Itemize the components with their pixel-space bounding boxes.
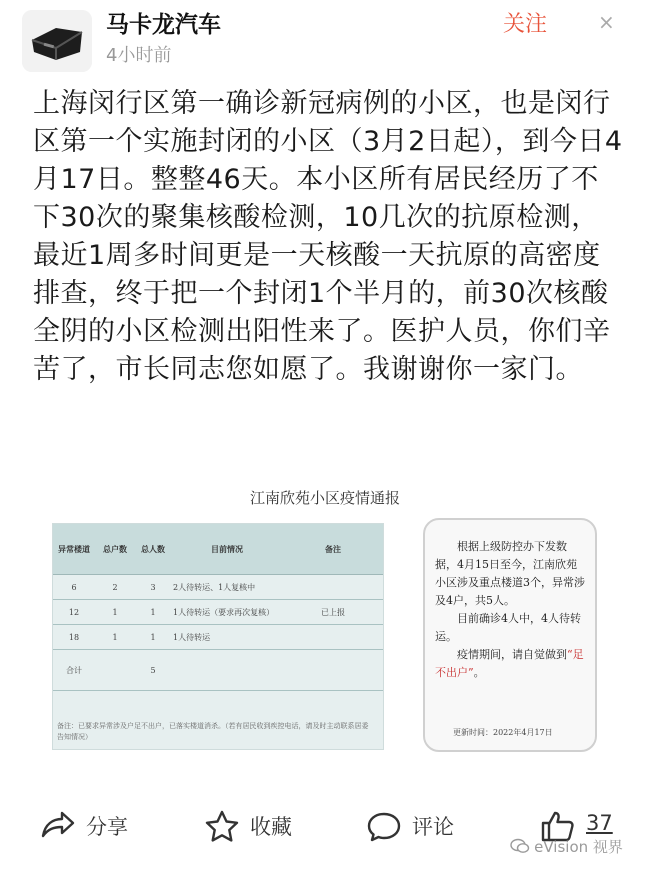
follow-button[interactable]: 关注 <box>503 12 548 37</box>
notice-table-image[interactable] <box>52 523 384 750</box>
notice-line-end: 。 <box>473 666 485 679</box>
notice-title: 江南欣苑小区疫情通报 <box>249 489 400 507</box>
notice-line: 目前确诊4人中，4人待转运。 <box>435 612 581 643</box>
notice-line <box>435 646 585 682</box>
table-row <box>53 625 383 650</box>
table-cell <box>95 650 135 691</box>
table-cell: 已上报 <box>283 600 383 625</box>
comment-button[interactable] <box>366 810 466 842</box>
share-label: 分享 <box>86 815 128 839</box>
table-cell <box>283 625 383 650</box>
wechat-icon <box>510 841 534 856</box>
notice-highlight: “足不出户” <box>435 648 584 679</box>
car-logo-icon <box>22 10 92 72</box>
notice-line-text: 疫情期间，请自觉做到 <box>457 648 567 661</box>
table-cell: 1 <box>135 600 171 625</box>
table-row <box>53 600 383 625</box>
post-time: 4小时前 <box>106 45 172 66</box>
table-cell: 18 <box>53 625 95 650</box>
table-cell: 3 <box>135 575 171 600</box>
table-cell: 1 <box>95 625 135 650</box>
table-cell: 1人待转运（要求再次复核） <box>171 600 283 625</box>
share-button[interactable] <box>40 810 140 842</box>
post-body-text: 上海闵行区第一确诊新冠病例的小区，也是闵行区第一个实施封闭的小区（3月2日起），到今日4月17日。整整46天。本小区所有居民经历了不下30次的聚集核酸检测，10几次的抗原检测，最近1周多时间更是一天核酸一天抗原的高密度排查，终于把一个封闭1个半月的，前30次核酸全阴的小区检测出阳性来了。医护人员，你们辛苦了，市长同志您如愿了。我谢谢你一家门。 <box>33 88 623 385</box>
notice-card-image[interactable] <box>423 518 597 752</box>
table-cell: 6 <box>53 575 95 600</box>
table-header: 总人数 <box>135 524 171 575</box>
table-cell: 1 <box>135 625 171 650</box>
comment-label: 评论 <box>412 815 454 839</box>
collect-button[interactable] <box>204 810 304 842</box>
watermark <box>510 836 623 857</box>
table-cell <box>171 650 283 691</box>
post-header <box>0 0 650 80</box>
notice-line: 根据上级防控办下发数据，4月15日至今，江南欣苑小区涉及重点楼道3个，异常涉及4户，共5人。 <box>435 540 585 607</box>
table-cell: 1 <box>95 600 135 625</box>
table-cell <box>283 575 383 600</box>
table-header: 总户数 <box>95 524 135 575</box>
watermark-text: eVision 视界 <box>534 838 623 856</box>
notice-table <box>53 524 383 691</box>
avatar[interactable] <box>22 10 92 72</box>
table-cell <box>283 650 383 691</box>
table-note: 备注：已要求异常涉及户足不出户，已落实楼道消杀。（若有居民收到疾控电话，请及时主动联系居委告知情况） <box>57 722 369 741</box>
comment-bubble-icon <box>366 810 402 842</box>
author-name[interactable]: 马卡龙汽车 <box>106 12 221 38</box>
table-cell: 1人待转运 <box>171 625 283 650</box>
table-cell: 合计 <box>53 650 95 691</box>
star-icon <box>204 810 240 842</box>
close-icon[interactable]: × <box>598 10 615 34</box>
table-cell: 5 <box>135 650 171 691</box>
table-header: 异常楼道 <box>53 524 95 575</box>
table-cell: 12 <box>53 600 95 625</box>
like-count: 37 <box>586 811 613 835</box>
notice-update-date: 更新时间：2022年4月17日 <box>453 728 553 737</box>
table-header: 备注 <box>283 524 383 575</box>
table-row <box>53 650 383 691</box>
collect-label: 收藏 <box>250 815 292 839</box>
table-cell: 2人待转运、1人复核中 <box>171 575 283 600</box>
share-arrow-icon <box>40 810 76 842</box>
table-cell: 2 <box>95 575 135 600</box>
table-header: 目前情况 <box>171 524 283 575</box>
table-header-row <box>53 524 383 575</box>
notice-card-text <box>435 538 585 682</box>
table-row <box>53 575 383 600</box>
